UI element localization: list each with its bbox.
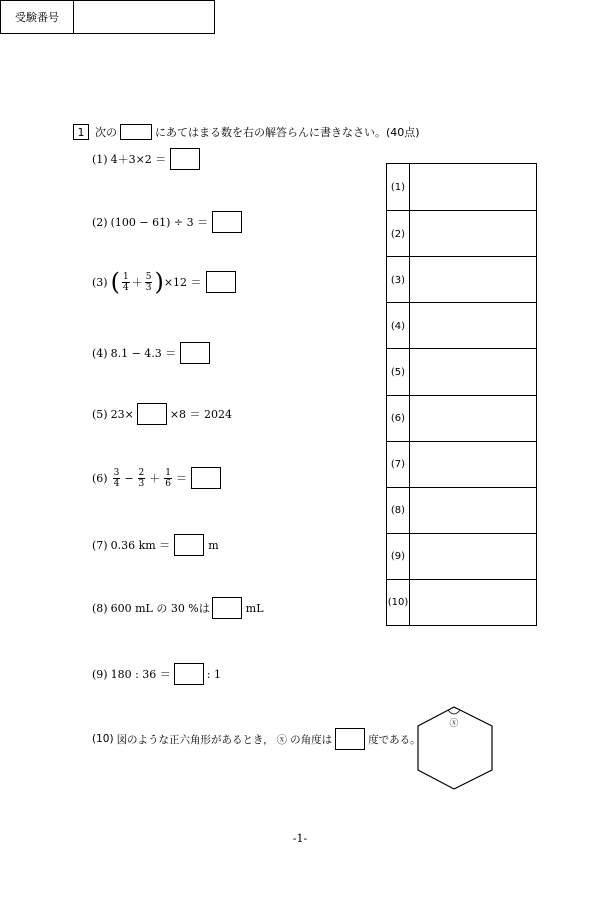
denominator: 6 (165, 478, 172, 489)
operator: − (124, 471, 134, 485)
exam-number-box (0, 0, 215, 34)
hexagon-angle-mark: ⓧ (449, 719, 459, 729)
question-number: (4) (92, 346, 108, 360)
answer-cell[interactable] (409, 164, 536, 210)
denominator: 3 (145, 282, 152, 293)
answer-blank (170, 148, 200, 170)
denominator: 3 (138, 478, 145, 489)
question-4 (92, 342, 210, 364)
question-number: (10) (92, 733, 114, 745)
numerator: 1 (122, 271, 129, 282)
answer-row (387, 256, 536, 303)
instruction-line (73, 124, 420, 140)
numerator: 1 (165, 467, 172, 478)
question-mid: の角度は (290, 733, 333, 746)
question-expression: 8.1 − 4.3 ＝ (110, 347, 177, 360)
answer-blank (174, 534, 204, 556)
question-number: (6) (92, 471, 108, 485)
answer-row (387, 210, 536, 257)
instruction-blank-box (120, 124, 152, 140)
question-1 (92, 148, 200, 170)
denominator: 4 (122, 282, 129, 293)
answer-row (387, 302, 536, 349)
numerator: 2 (138, 467, 145, 478)
answer-row (387, 395, 536, 442)
equals: ＝ (176, 472, 188, 485)
operator: ＋ (131, 276, 143, 289)
answer-table (386, 163, 537, 626)
answer-cell[interactable] (409, 580, 536, 626)
answer-row-label: (1) (390, 181, 406, 193)
answer-row (387, 487, 536, 534)
answer-cell[interactable] (409, 211, 536, 257)
answer-blank (180, 342, 210, 364)
answer-cell[interactable] (409, 349, 536, 395)
question-number: (8) (92, 601, 108, 615)
question-3 (92, 270, 236, 294)
question-post: ×8 ＝ 2024 (169, 408, 233, 421)
question-pre: 180 : 36 ＝ (110, 668, 171, 681)
numerator: 3 (113, 467, 120, 478)
answer-row-label: (7) (390, 459, 406, 471)
question-post: m (208, 538, 219, 552)
question-number: (3) (92, 275, 108, 289)
answer-row (387, 164, 536, 210)
answer-blank (212, 597, 242, 619)
question-6 (92, 467, 221, 489)
hexagon-figure (412, 702, 498, 794)
answer-row (387, 441, 536, 488)
question-number: (1) (92, 152, 108, 166)
question-number: (7) (92, 538, 108, 552)
answer-row (387, 579, 536, 626)
question-5 (92, 403, 232, 425)
answer-cell[interactable] (409, 396, 536, 442)
question-9 (92, 663, 221, 685)
question-10 (92, 728, 421, 750)
answer-row-label: (10) (387, 597, 409, 609)
answer-row (387, 348, 536, 395)
operator: ＋ (149, 472, 161, 485)
answer-cell[interactable] (409, 257, 536, 303)
answer-cell[interactable] (409, 442, 536, 488)
fraction (138, 468, 146, 489)
question-post: 度である。 (368, 733, 421, 746)
angle-mark: ⓧ (276, 733, 288, 746)
fraction (164, 468, 172, 489)
question-pre: 0.36 km ＝ (110, 539, 171, 552)
left-paren: ( (110, 268, 120, 296)
answer-row-label: (3) (390, 274, 406, 286)
answer-blank (212, 211, 242, 233)
answer-row-label: (8) (390, 505, 406, 517)
answer-row-label: (5) (390, 366, 406, 378)
question-pre: 23× (110, 407, 134, 421)
instruction-text-after: にあてはまる数を右の解答らんに書きなさい。(40点) (155, 126, 420, 139)
denominator: 4 (113, 478, 120, 489)
question-pre: 600 mL の 30 %は (110, 602, 210, 615)
answer-row (387, 533, 536, 580)
answer-row-label: (4) (390, 320, 406, 332)
answer-row-label: (2) (390, 228, 406, 240)
question-tail: ×12 ＝ (163, 276, 202, 289)
answer-blank (137, 403, 167, 425)
question-pre: 図のような正六角形があるとき， (116, 733, 274, 746)
angle-arc (448, 710, 460, 714)
question-expression: 4＋3×2 ＝ (110, 153, 167, 166)
answer-blank (335, 728, 365, 750)
question-post: mL (245, 601, 264, 615)
question-post: : 1 (206, 667, 221, 681)
answer-cell[interactable] (409, 303, 536, 349)
section-number: 1 (73, 124, 89, 140)
page-number: -1- (292, 832, 308, 845)
answer-blank (191, 467, 221, 489)
answer-blank (206, 271, 236, 293)
question-number: (2) (92, 215, 108, 229)
answer-row-label: (6) (390, 413, 406, 425)
instruction-text-before: 次の (95, 126, 117, 139)
question-number: (9) (92, 667, 108, 681)
right-paren: ) (154, 268, 164, 296)
answer-cell[interactable] (409, 534, 536, 580)
answer-row-label: (9) (390, 551, 406, 563)
question-number: (5) (92, 407, 108, 421)
question-2 (92, 211, 242, 233)
answer-cell[interactable] (409, 488, 536, 534)
question-7 (92, 534, 219, 556)
question-8 (92, 597, 264, 619)
exam-number-label: 受験番号 (1, 1, 74, 33)
exam-number-field[interactable] (74, 1, 214, 33)
question-expression: (100 − 61) ÷ 3 ＝ (110, 216, 209, 229)
fraction (113, 468, 121, 489)
fraction (122, 272, 130, 293)
fraction (145, 272, 153, 293)
answer-blank (174, 663, 204, 685)
numerator: 5 (145, 271, 152, 282)
